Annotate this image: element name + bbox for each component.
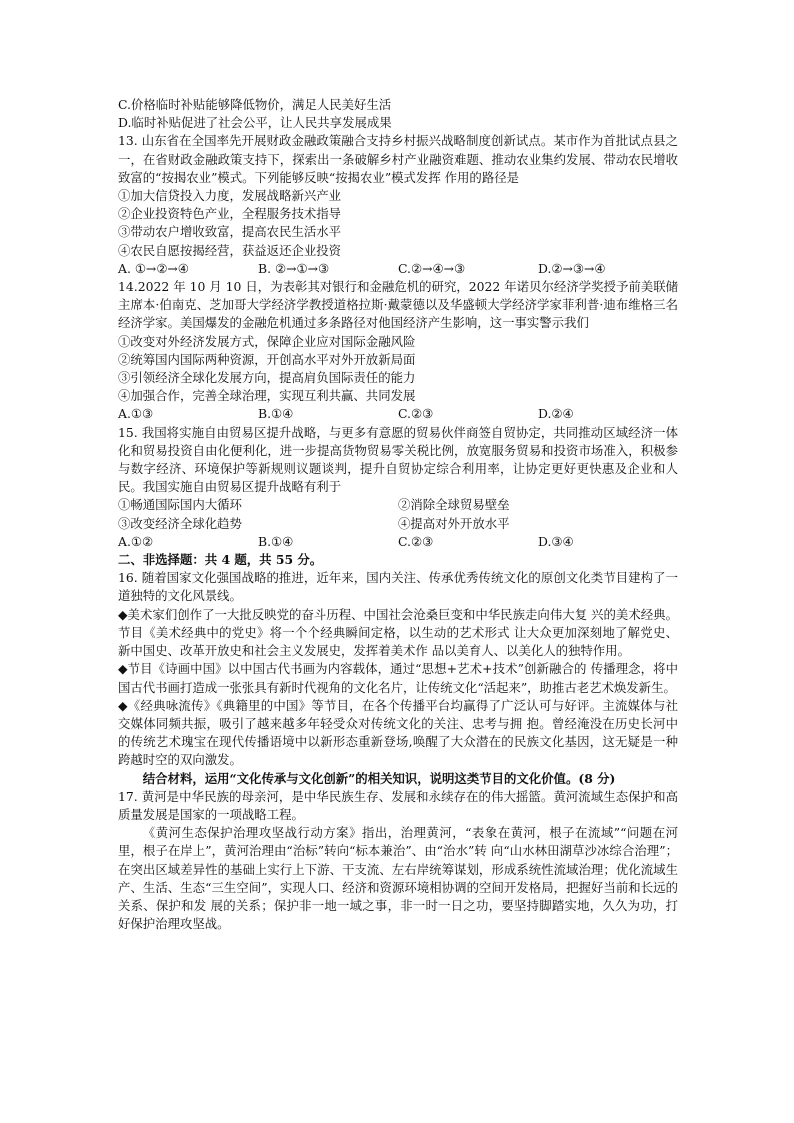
q16-paragraph-3: ◆《经典咏流传》《典籍里的中国》等节目，在各个传播平台均赢得了广泛认可与好评。主流媒体与社交媒体同频共振，吸引了越来越多年轻受众对传统文化的关注、忠考与拥 抱。曾经淹没在历史长河中的传统艺术瑰宝在现代传播语境中以新形态重新登场,唤醒了大众潜在的民族文化基因，这无疑是一种跨越时空的双向激发。: [118, 697, 678, 768]
q15-option-b: B.①④: [258, 533, 294, 549]
q14-item-3: ③引领经济全球化发展方向，提高肩负国际责任的能力: [118, 370, 416, 386]
q14-option-c: C.②③: [398, 406, 434, 422]
q17-stem: 17. 黄河是中华民族的母亲河，是中华民族生存、发展和永续存在的伟大摇篮。黄河流域生态保护和高质量发展是国家的一项战略工程。: [118, 788, 678, 822]
q15-option-a: A.①②: [118, 533, 154, 549]
exam-page: [118, 96, 678, 933]
q12-option-c: C.价格临时补贴能够降低物价，满足人民美好生活: [118, 97, 392, 112]
q14-item-2: ②统筹国内国际两种资源，开创高水平对外开放新局面: [118, 351, 416, 367]
q13-option-d: D.②→③→④: [538, 260, 606, 276]
q16-paragraph-1: ◆美术家们创作了一大批反映党的奋斗历程、中国社会沧桑巨变和中华民族走向伟大复 兴的美术经典。节目《美术经典中的党史》将一个个经典瞬间定格，以生动的艺术形式 让大众更加深刻地了解党史、新中国史、改革开放史和社会主义发展史，发挥着美术作 品以美育人、以美化人的独特作用。: [118, 606, 678, 659]
q14-item-4: ④加强合作，完善全球治理，实现互利共赢、共同发展: [118, 388, 416, 404]
q14-stem: 14.2022 年 10 月 10 日，为表彰其对银行和金融危机的研究，2022 年诺贝尔经济学奖授予前美联储主席本·伯南克、芝加哥大学经济学教授道格拉斯·戴蒙德以及华盛顿大学经济学家菲利普·迪布维格三名经济学家。美国爆发的金融危机通过多条路径对他国经济产生影响，这一事实警示我们: [118, 279, 678, 331]
q14-option-d: D.②④: [538, 406, 574, 422]
q15-item-4: ④提高对外开放水平: [398, 515, 510, 531]
q15-item-2: ②消除全球贸易壁垒: [398, 497, 510, 513]
q15-items-row-1: [118, 496, 678, 514]
section-heading: 二、非选择题：共 4 题，共 55 分。: [118, 552, 323, 568]
q12-option-d: D.临时补贴促进了社会公平，让人民共享发展成果: [118, 115, 392, 131]
q14-options: [118, 405, 678, 423]
q15-items-row-2: [118, 515, 678, 533]
q15-option-d: D.③④: [538, 533, 574, 549]
q13-option-b: B. ②→①→③: [258, 260, 330, 276]
q13-options: [118, 260, 678, 278]
q16-stem: 16. 随着国家文化强国战略的推进，近年来，国内关注、传承优秀传统文化的原创文化类节目建构了一道独特的文化风景线。: [118, 570, 678, 604]
q13-stem: 13. 山东省在全国率先开展财政金融政策融合支持乡村振兴战略制度创新试点。某市作为首批试点县之一，在省财政金融政策支持下，探索出一条破解乡村产业融资难题、推动农业集约发展、带动农民增收致富的“按揭农业”模式。下列能够反映“按揭农业”模式发挥 作用的路径是: [118, 133, 678, 185]
q13-item-1: ①加大信贷投入力度，发展战略新兴产业: [118, 188, 342, 204]
q16-task: 结合材料，运用“文化传承与文化创新”的相关知识，说明这类节目的文化价值。(8 分): [142, 770, 616, 786]
q13-item-2: ②企业投资特色产业，全程服务技术指导: [118, 206, 342, 222]
q15-option-c: C.②③: [398, 533, 434, 549]
q15-item-3: ③改变经济全球化趋势: [118, 515, 242, 531]
q13-item-3: ③带动农户增收致富，提高农民生活水平: [118, 224, 342, 240]
q14-option-b: B.①④: [258, 406, 294, 422]
q15-item-1: ①畅通国际国内大循环: [118, 497, 242, 513]
q13-option-c: C.②→④→③: [398, 260, 466, 276]
q17-paragraph-1: 《黄河生态保护治理攻坚战行动方案》指出，治理黄河，“表象在黄河，根子在流域”“问题在河里，根子在岸上”，黄河治理由“治标”转向“标本兼治”、由“治水”转 向“山水林田湖草沙冰综合治理”；在突出区域差异性的基础上实行上下游、干支流、左右岸统筹谋划，形成系统性流域治理；优化流域生产、生活、生态“三生空间”，实现人口、经济和资源环境相协调的空间开发格局，把握好当前和长远的关系、保护和发 展的关系；保护非一地一域之事，非一时一日之功，要坚持脚踏实地，久久为功，打好保护治理攻坚战。: [118, 825, 678, 932]
q16-paragraph-2: ◆节目《诗画中国》以中国古代书画为内容载体，通过“思想+艺术+技术”创新融合的 传播理念，将中国古代书画打造成一张张具有新时代视角的文化名片，让传统文化“活起来”，助推古老艺术焕发新生。: [118, 661, 678, 695]
q14-option-a: A.①③: [118, 406, 154, 422]
q13-item-4: ④农民自愿按揭经营，获益返还企业投资: [118, 242, 342, 258]
q13-option-a: A. ①→②→④: [118, 260, 189, 276]
q14-item-1: ①改变对外经济发展方式，保障企业应对国际金融风险: [118, 333, 416, 349]
q15-stem: 15. 我国将实施自由贸易区提升战略，与更多有意愿的贸易伙伴商签自贸协定，共同推动区域经济一体化和贸易投资自由化便利化，进一步提高货物贸易零关税比例，放宽服务贸易和投资市场准入，积极参与数字经济、环境保护等新规则议题谈判，提升自贸协定综合利用率，让协定更好更快惠及企业和人民。我国实施自由贸易区提升战略有利于: [118, 424, 678, 495]
q15-options: [118, 533, 678, 551]
